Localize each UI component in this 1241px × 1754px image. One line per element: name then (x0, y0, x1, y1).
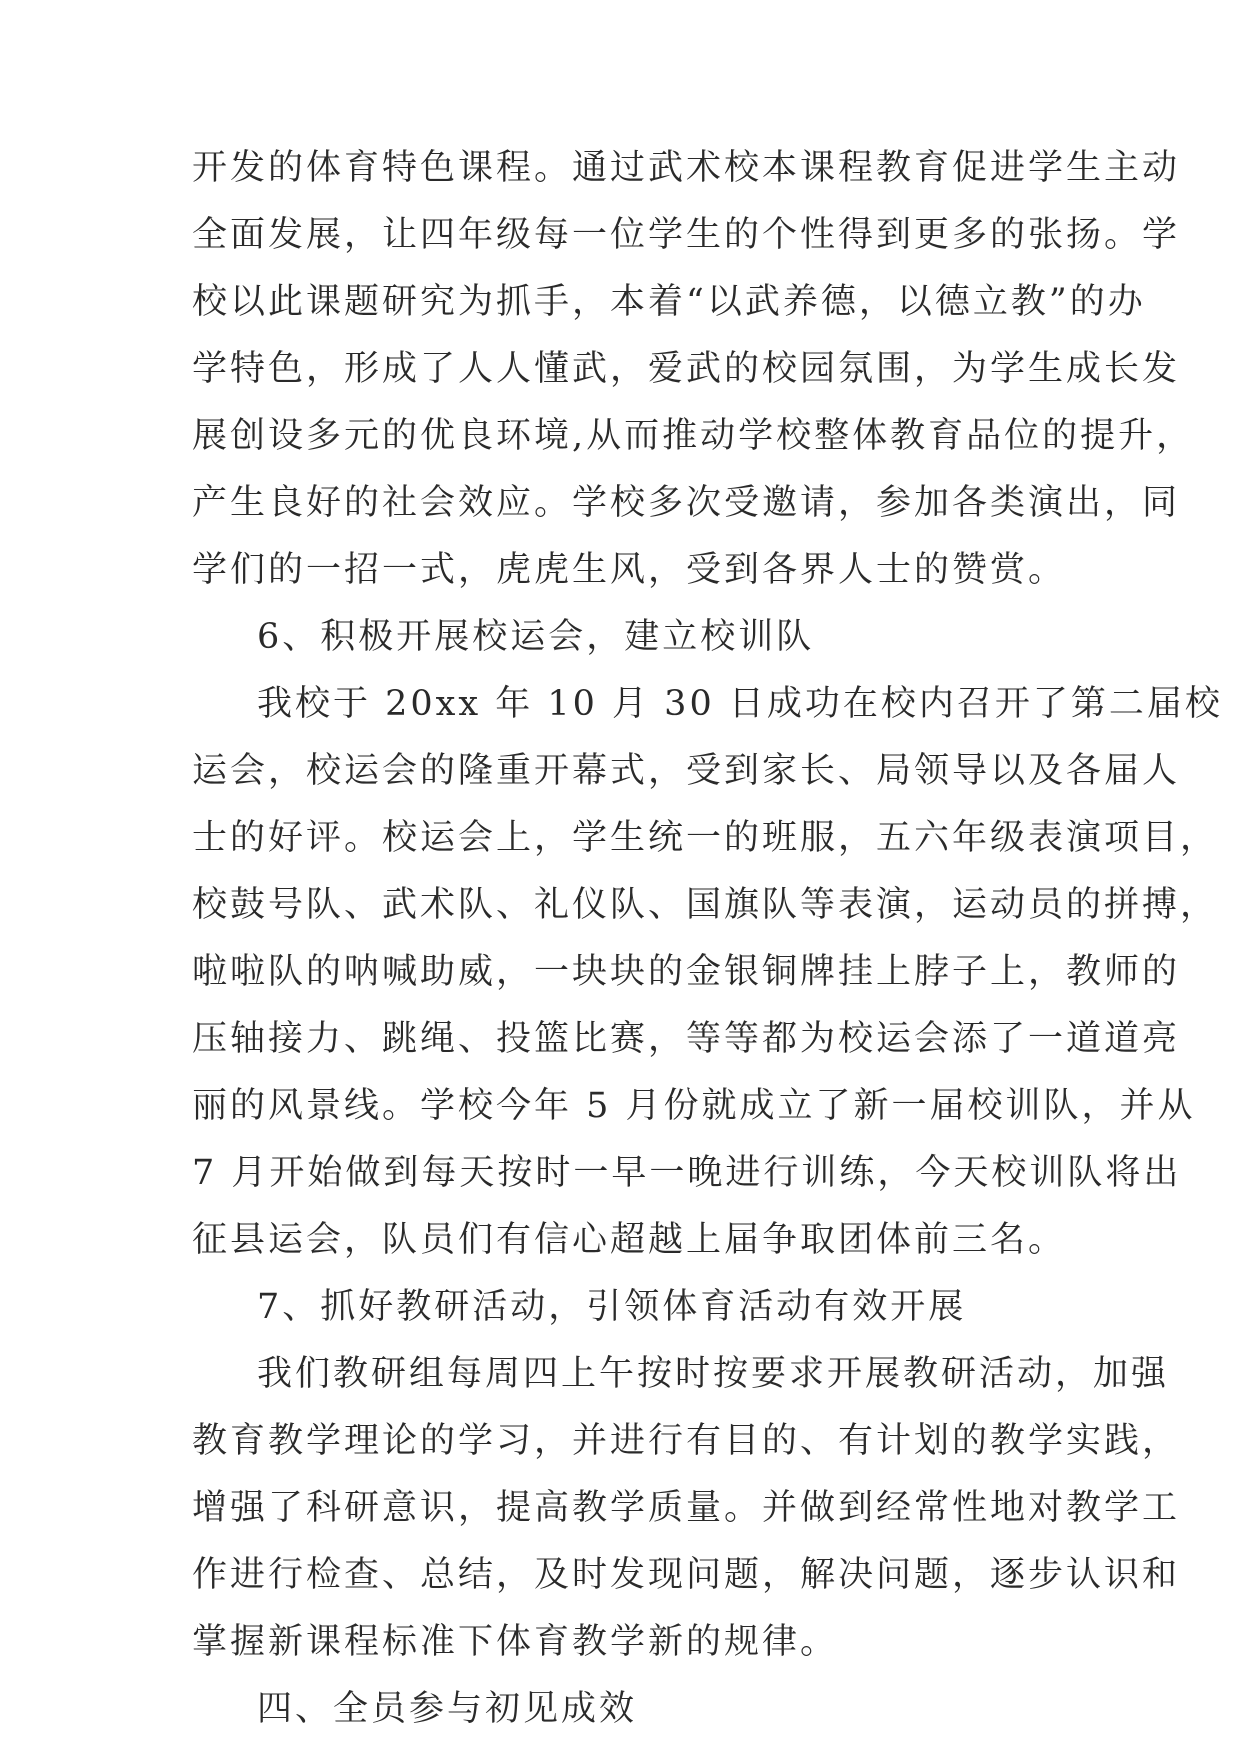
text-line: 校以此课题研究为抓手，本着“以武养德，以德立教”的办 (192, 282, 1146, 322)
paragraph-start: 我校于 20xx 年 10 月 30 日成功在校内召开了第二届校 (257, 684, 1223, 724)
text-line: 掌握新课程标准下体育教学新的规律。 (192, 1622, 839, 1662)
text-line: 运会，校运会的隆重开幕式，受到家长、局领导以及各届人 (192, 751, 1181, 791)
text-line: 啦啦队的呐喊助威，一块块的金银铜牌挂上脖子上，教师的 (192, 952, 1181, 992)
section-heading: 7、抓好教研活动，引领体育活动有效开展 (257, 1287, 967, 1327)
text-line: 教育教学理论的学习，并进行有目的、有计划的教学实践， (192, 1421, 1181, 1461)
text-line: 增强了科研意识，提高教学质量。并做到经常性地对教学工 (192, 1488, 1181, 1528)
text-line: 全面发展，让四年级每一位学生的个性得到更多的张扬。学 (192, 215, 1181, 255)
text-line: 展创设多元的优良环境,从而推动学校整体教育品位的提升， (192, 416, 1195, 456)
text-line: 开发的体育特色课程。通过武术校本课程教育促进学生主动 (192, 148, 1181, 188)
section-heading: 四、全员参与初见成效 (257, 1689, 638, 1729)
text-line: 产生良好的社会效应。学校多次受邀请，参加各类演出，同 (192, 483, 1181, 523)
text-line: 作进行检查、总结，及时发现问题，解决问题，逐步认识和 (192, 1555, 1181, 1595)
text-line: 压轴接力、跳绳、投篮比赛，等等都为校运会添了一道道亮 (192, 1019, 1181, 1059)
text-line: 征县运会，队员们有信心超越上届争取团体前三名。 (192, 1220, 1067, 1260)
text-line: 7 月开始做到每天按时一早一晚进行训练，今天校训队将出 (192, 1153, 1182, 1193)
text-line: 校鼓号队、武术队、礼仪队、国旗队等表演，运动员的拼搏， (192, 885, 1219, 925)
text-line: 士的好评。校运会上，学生统一的班服，五六年级表演项目， (192, 818, 1219, 858)
section-heading: 6、积极开展校运会，建立校训队 (257, 617, 815, 657)
text-line: 学们的一招一式，虎虎生风，受到各界人士的赞赏。 (192, 550, 1067, 590)
paragraph-start: 我们教研组每周四上午按时按要求开展教研活动，加强 (257, 1354, 1170, 1394)
text-line: 学特色，形成了人人懂武，爱武的校园氛围，为学生成长发 (192, 349, 1181, 389)
text-line: 丽的风景线。学校今年 5 月份就成立了新一届校训队，并从 (192, 1086, 1196, 1126)
